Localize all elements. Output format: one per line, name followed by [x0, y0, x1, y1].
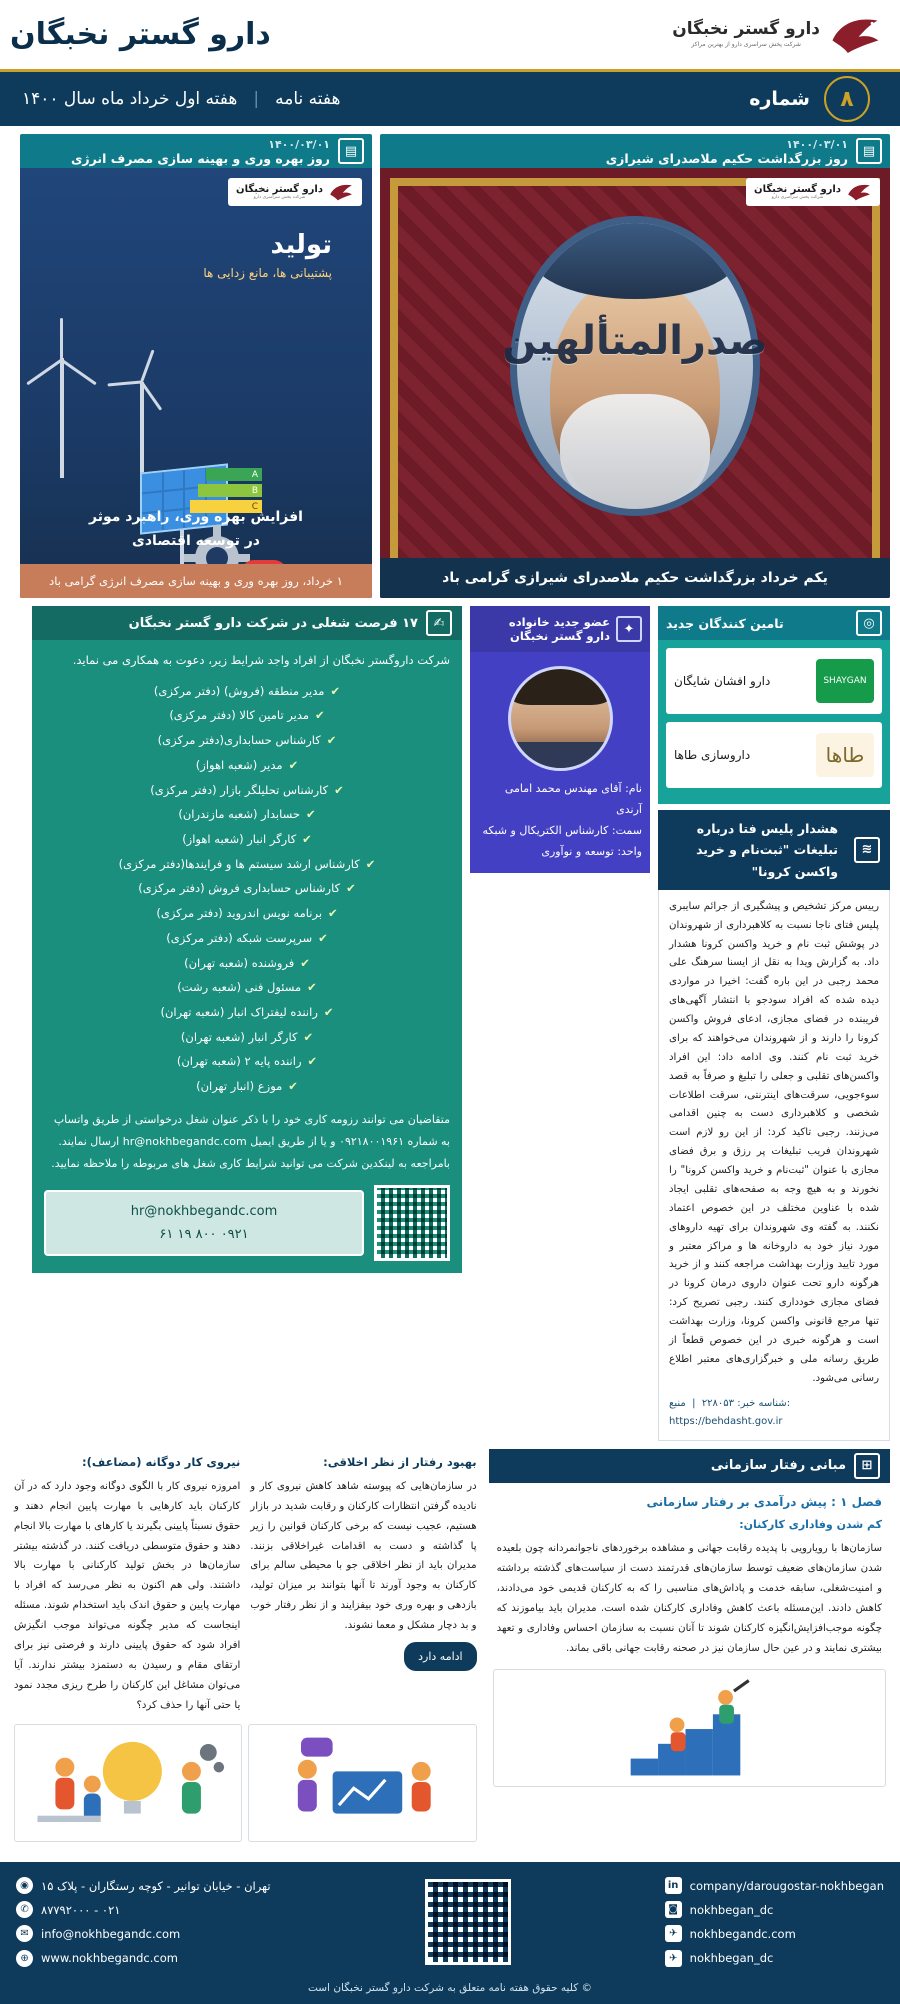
check-icon: ✔ [288, 757, 299, 772]
instagram-icon: ◙ [665, 1901, 682, 1918]
member-role-label: سمت: [611, 823, 642, 837]
briefcase-icon: ✍ [426, 610, 452, 636]
org-body-text: سازمان‌ها با رویارویی با پدیده رقابت جهانی و مشاهده برخوردهای ناجوانمردانه چون بلعیده شدن سازمان‌های ضعیف توسط سازمان‌های قدرتمند دست از سیاست‌های گذشته برداشته و امنیت‌شغلی، سابقه خدمت و پاداش‌های مناسبی را که به کارکنان قدیمی خود می‌دادند، کاهش دادند. این‌مسئله باعث کاهش وفاداری کارکنان شده است. مدیران باید بیاموزند که چگونه موجب‌افزایش‌انگیزه کارکنان شوند تا آنان نسبت به سازمان احساس وفاداری و تعهد بیشتری نمایند و در عین حال سازمان نیز در صحنه رقابت جهانی باقی بماند. [496, 1543, 882, 1654]
list-item[interactable] [44, 802, 450, 827]
org-illustration-row [489, 1669, 890, 1793]
calendar-icon: ▤ [856, 138, 882, 164]
social-item-telegram[interactable] [665, 1946, 884, 1970]
member-name-value: آقای مهندس محمد امامی آرندی [504, 782, 642, 816]
mini-logo-title: دارو گستر نخبگان [236, 184, 323, 195]
ethics-heading: بهبود رفتار از نظر اخلاقی: [323, 1454, 477, 1469]
family-body [470, 652, 650, 873]
job-title: کارگر انبار (شعبه اهواز) [182, 832, 297, 846]
poster-card-energy [20, 134, 372, 598]
ethics-column [250, 1451, 476, 1716]
poster-caption-line2: در توسعه اقتصادی [132, 533, 260, 550]
telegram-icon: ✈ [665, 1950, 682, 1967]
avatar [508, 666, 613, 771]
check-icon: ✔ [305, 807, 316, 822]
dualwork-text: امروزه نیروی کار با الگوی دوگانه وجود دارد که در آن کارکنان باید کارهایی با مهارت پایین انجام دهند و حقوق نسبتاً پایینی بگیرند یا کارهای با مهارت بالا انجام دهند و حقوق متوسطی دریافت کنند. در گذشته بیشتر سازمان‌ها در بخش تولید کارکنانی با مهارت بالا داشتند. ولی هم اکنون به نظر می‌رسد که افراد با مهارت پایین و حقوق اندک باید استخدام شوند. مسئله اینجاست که مدیر چگونه می‌تواند موجب انگیزش افراد شود که حقوق پایینی دارند و فرصتی نیز برای ارتقای مقام و رسیدن به دستمزد بیشتر ندارند. آیا می‌توان مشاغل این کارکنان را طرح ریزی مجدد نمود یا حتی آنها را حذف کرد؟ [13, 1480, 241, 1711]
articles-row [0, 1441, 900, 1856]
list-item[interactable] [44, 728, 450, 753]
check-icon: ✔ [330, 683, 341, 698]
poster-big-mini-logo [746, 178, 880, 206]
poster-big-date: ۱۴۰۰/۰۳/۰۱ [786, 138, 848, 151]
job-title: کارشناس حسابداری(دفتر مرکزی) [157, 733, 321, 748]
copyright: © کلیه حقوق هفته نامه متعلق به شرکت دارو گستر نخبگان است [0, 1982, 900, 2004]
poster-small-caption [20, 506, 372, 554]
footer-qr-code[interactable] [425, 1879, 511, 1965]
list-item[interactable] [44, 778, 450, 803]
taha-logo-icon [816, 733, 874, 777]
social-item-telegram-site[interactable] [665, 1922, 884, 1946]
list-item[interactable] [44, 753, 450, 778]
check-icon: ✔ [302, 832, 312, 846]
logo-text-secondary: شرکت پخش سراسری دارو از بهترین مراکز [691, 41, 801, 49]
check-icon: ✔ [307, 1054, 318, 1069]
email-icon: ✉ [16, 1925, 33, 1942]
job-title: کارگر انبار (شعبه تهران) [180, 1029, 298, 1044]
issue-number-badge: ۸ [824, 76, 870, 122]
contact-label: ۰۲۱ - ۸۷۷۹۲۰۰۰ [41, 1902, 121, 1917]
family-info [478, 779, 642, 863]
phone-icon: ✆ [16, 1901, 33, 1918]
jobs-list [44, 679, 450, 1099]
job-title: مدیر (شعبه اهواز) [195, 757, 283, 772]
check-icon: ✔ [326, 733, 337, 748]
contact-phone[interactable] [16, 1898, 271, 1922]
family-column [470, 606, 650, 873]
family-header-line2: دارو گستر نخبگان [510, 629, 610, 643]
org-behavior-header [489, 1449, 890, 1483]
dual-work-card [10, 1449, 481, 1848]
location-icon: ◉ [16, 1877, 33, 1894]
content-row [0, 598, 900, 1441]
police-news-text: رییس مرکز تشخیص و پیشگیری از جرائم سایبری پلیس فتای ناجا نسبت به کلاهبرداری از شهروندان در پوشش ثبت نام و خرید واکسن کرونا هشدار داد. به گزارش ویدا به نقل از ایسنا سرهنگ علی محمد رجبی در این باره گفت: اخیرا در مواردی دیده شده که افراد سودجو با انتشار آگهی‌های فریبنده در فضای مجازی، ادعای فروش واکسن کرونا را دارند و از شهروندان می‌خواهند که برای خرید ثبت نام کنند. وی ادامه داد: این افراد واکسن‌های تقلبی و جعلی را تبلیغ و صرفاً به قصد سوءجویی، سرقت‌های اینترنتی، سرقت اطلاعات شخصی و کلاهبرداری دست به چنین اقدامی می‌زنند. رجبی تاکید کرد: از این رو لازم است شهروندان فریب تبلیغات پر رزق و برق فضای مجازی با عنوان "ثبت‌نام و خرید واکسن کرونا" را نخورند و به هیچ وجه به صفحه‌های تقلبی ایجاد شده با عناوین مختلف در این خصوص اعتماد نکنند. به گفته وی شهروندان برای تهیه داروهای مورد نیاز خود به داروخانه ها و مراکز معتبر و مورد تایید وزارت بهداشت مراجعه کنند و از خرید هرگونه دارو تحت عنوان داروی درمان کرونا در فضای مجازی خودداری کنند. رجبی تصریح کرد: تنها مرجع قانونی واکسن کرونا، وزارت بهداشت است و هرگونه خبری در این خصوص قطعاً از طریق رسانه ملی و خبرگزاری‌های معتبر اطلاع رسانی می‌شود. [669, 900, 879, 1384]
job-title: راننده پایه ۲ (شعبه تهران) [176, 1054, 302, 1069]
social-item-instagram[interactable] [665, 1898, 884, 1922]
telegram-icon: ✈ [665, 1925, 682, 1942]
list-item[interactable] [44, 876, 450, 901]
poster-small-strip: ۱ خرداد، روز بهره وری و بهینه سازی مصرف انرژی گرامی باد [20, 564, 372, 598]
job-title: مدیر تامین کالا (دفتر مرکزی) [169, 708, 310, 723]
footer [0, 1862, 900, 1983]
eagle-logo-icon [828, 13, 882, 57]
supplier-name: دارو افشان شایگان [674, 674, 771, 688]
job-title: کارشناس ارشد سیستم ها و فرایندها(دفتر مرکزی) [118, 856, 360, 871]
social-label: nokhbegandc.com [689, 1926, 796, 1941]
check-icon: ✔ [300, 955, 310, 970]
mini-logo-title: دارو گستر نخبگان [754, 184, 841, 195]
energy-grade-chart: A B C [192, 468, 262, 516]
jobs-body [32, 640, 462, 1273]
contact-email[interactable] [16, 1922, 271, 1946]
dual-work-illustration-row [10, 1724, 481, 1848]
police-news-title: هشدار پلیس فتا درباره تبلیغات "ثبت‌نام و خرید واکسن کرونا" [696, 821, 838, 879]
contact-label: info@nokhbegandc.com [41, 1926, 181, 1941]
capsule-icon: ◎ [856, 610, 882, 636]
list-item[interactable] [44, 679, 450, 704]
news-id-value: ۲۲۸۰۵۳ [701, 1397, 735, 1409]
poster-small-title: روز بهره وری و بهینه سازی مصرف انرژی [70, 151, 330, 166]
page-title: دارو گستر نخبگان [10, 17, 271, 52]
org-behavior-body [489, 1483, 890, 1663]
mini-logo-sub: شرکت پخش سراسری دارو [253, 195, 306, 200]
check-icon: ✔ [318, 930, 328, 945]
job-title: کارشناس تحلیلگر بازار (دفتر مرکزی) [150, 782, 329, 797]
org-behavior-title: مبانی رفتار سازمانی [710, 1458, 846, 1473]
news-source-url[interactable]: https://behdasht.gov.ir [669, 1416, 783, 1427]
poster-big-artwork [380, 168, 890, 598]
company-mini-logo-icon: ✦ [616, 616, 642, 642]
contact-label: تهران - خیابان توانیر - کوچه رستگاران - پلاک ۱۵ [41, 1878, 271, 1893]
news-id-label: شناسه خبر: [737, 1397, 787, 1409]
poster-small-artwork [20, 168, 372, 598]
stairs-climb-illustration [493, 1669, 886, 1787]
suppliers-header [658, 606, 890, 640]
masthead [0, 0, 900, 72]
police-news-header [658, 810, 890, 890]
poster-card-mollasadra [380, 134, 890, 598]
dual-work-columns [10, 1449, 481, 1724]
footer-contacts [16, 1874, 271, 1971]
people-chat-illustration [248, 1724, 476, 1842]
jobs-column [32, 606, 462, 1273]
job-title: مدیر منطقه (فروش) (دفتر مرکزی) [153, 683, 325, 698]
job-title: فروشنده (شعبه تهران) [184, 955, 295, 970]
issue-number-label: شماره [749, 88, 810, 110]
social-item-linkedin[interactable] [665, 1874, 884, 1898]
poster-small-header [20, 134, 372, 168]
suppliers-list [658, 640, 890, 804]
job-title: حسابدار (شعبه مازندران) [178, 807, 300, 822]
list-item[interactable] [44, 951, 450, 976]
supplier-item[interactable] [666, 722, 882, 788]
org-chapter-title: فصل ۱ : پیش درآمدی بر رفتار سازمانی [646, 1494, 882, 1509]
family-header [470, 606, 650, 652]
issue-bar [0, 72, 900, 126]
check-icon: ✔ [334, 782, 344, 797]
list-item[interactable] [44, 852, 450, 877]
issue-date: هفته اول خرداد ماه سال ۱۴۰۰ [22, 89, 238, 109]
contact-address [16, 1874, 271, 1898]
contact-website[interactable] [16, 1946, 271, 1970]
job-title: راننده لیفتراک انبار (شعبه تهران) [160, 1005, 318, 1020]
linkedin-icon: in [665, 1877, 682, 1894]
globe-icon: ⊕ [16, 1950, 33, 1967]
jobs-qr-code[interactable] [374, 1185, 450, 1261]
dualwork-heading: نیروی کار دوگانه (مضاعف): [82, 1454, 241, 1469]
list-item[interactable] [44, 703, 450, 728]
member-role-value: کارشناس الکتریکال و شبکه [482, 823, 609, 837]
police-news-meta: شناسه خبر: ۲۲۸۰۵۳ | منبع: https://behdasht.gov.ir [669, 1397, 791, 1427]
list-item[interactable] [44, 1025, 450, 1050]
logo-text-primary: دارو گستر نخبگان [672, 19, 820, 40]
job-title: سرپرست شبکه (دفتر مرکزی) [166, 930, 313, 945]
member-name-label: نام: [625, 782, 642, 795]
company-logo [672, 13, 882, 57]
issue-separator: | [253, 89, 260, 109]
news-source-label: منبع: [669, 1397, 791, 1409]
footer-social [665, 1874, 884, 1971]
poster-small-mini-logo [228, 178, 362, 206]
police-news-body [658, 890, 890, 1441]
ethics-text: در سازمان‌هایی که پیوسته شاهد کاهش نیروی کار و نادیده گرفتن انتظارات کارکنان و رقابت شدید در بازار هستیم، عجیب نیست که برخی کارکنان قوانین را زیر پا گذاشته و دست به اقدامات غیراخلاقی بزنند. مدیران باید از نظر اخلاقی جو با محیطی سالم برای کارکنان به وجود آورند تا آنها بتوانند بر میزان تولید، بازدهی و بهره وری خود بیفزایند و از نظر رفتار خوب و بد دچار مشکل و معما نشوند. [250, 1480, 477, 1632]
poster-big-caption: یکم خرداد بزرگداشت حکیم ملاصدرای شیرازی گرامی باد [380, 558, 890, 598]
contact-label: www.nokhbegandc.com [41, 1951, 178, 1966]
job-title: برنامه نویس اندروید (دفتر مرکزی) [156, 906, 323, 921]
list-item[interactable] [44, 1000, 450, 1025]
list-item[interactable] [44, 975, 450, 1000]
continue-button[interactable]: ادامه دارد [404, 1642, 476, 1671]
team-lightbulb-illustration [14, 1724, 242, 1842]
check-icon: ✔ [323, 1005, 334, 1020]
poster-big-title: روز بزرگداشت حکیم ملاصدرای شیرازی [605, 151, 848, 166]
jobs-contact-band [44, 1185, 450, 1261]
mini-logo-sub: شرکت پخش سراسری دارو [771, 195, 824, 200]
check-icon: ✔ [346, 881, 356, 896]
scholar-portrait [510, 216, 760, 516]
org-subtitle: کم شدن وفاداری کارکنان: [739, 1517, 882, 1531]
social-label: company/darougostar-nokhbegan [689, 1878, 884, 1893]
supplier-item[interactable] [666, 648, 882, 714]
poster-big-header [380, 134, 890, 168]
jobs-note: متقاضیان می توانند رزومه کاری خود را با ذکر عنوان شغل درخواستی از طریق واتساپ به شماره ۰۹۲۱۸۰۰۱۹۶۱ و یا از طریق ایمیل hr@nokhbegandc.com ارسال نمایند. بامراجعه به لینکدین شرکت می توانید شرایط کاری شغل های مربوطه را ملاحظه نمایید. [51, 1112, 450, 1170]
check-icon: ✔ [365, 856, 376, 871]
poster-small-slogan [203, 230, 332, 280]
list-item[interactable] [44, 901, 450, 926]
check-icon: ✔ [307, 980, 317, 995]
slogan-sub: پشتیبانی ها، مانع زدایی ها [203, 266, 332, 280]
check-icon: ✔ [288, 1079, 298, 1094]
social-label: nokhbegan_dc [689, 1902, 774, 1917]
rss-icon: ≋ [854, 837, 880, 863]
jobs-contact-email[interactable]: hr@nokhbegandc.com [130, 1203, 278, 1219]
social-label: nokhbegan_dc [689, 1951, 774, 1966]
member-unit-value: توسعه و نوآوری [541, 844, 614, 858]
suppliers-title: تامین کنندگان جدید [666, 615, 784, 631]
member-unit-label: واحد: [617, 844, 642, 858]
job-title: موزع (انبار تهران) [196, 1079, 283, 1094]
family-header-line1: عضو جدید خانواده [508, 615, 610, 629]
list-item[interactable] [44, 926, 450, 951]
dualwork-column [14, 1451, 240, 1716]
list-item[interactable] [44, 1049, 450, 1074]
org-chart-icon: ⊞ [854, 1453, 880, 1479]
slogan-main: تولید [270, 230, 332, 260]
check-icon: ✔ [303, 1029, 314, 1044]
list-item[interactable] [44, 827, 450, 852]
jobs-contact-phone[interactable]: ۰۹۲۱ ۸۰۰ ۱۹ ۶۱ [159, 1226, 249, 1242]
shaygan-logo-text: SHAYGAN [823, 676, 867, 686]
shaygan-logo-icon [816, 659, 874, 703]
posters-row [0, 126, 900, 598]
poster-small-date: ۱۴۰۰/۰۳/۰۱ [268, 138, 330, 151]
poster-big-calligraphy: صدرالمتألهین [502, 318, 768, 364]
job-title: کارشناس حسابداری فروش (دفتر مرکزی) [138, 881, 341, 896]
org-behavior-card [489, 1449, 890, 1793]
newsletter-label: هفته نامه [275, 89, 341, 109]
jobs-contact-box [44, 1190, 364, 1257]
supplier-name: داروسازی طاها [674, 748, 751, 762]
check-icon: ✔ [328, 906, 338, 921]
calendar-icon: ▤ [338, 138, 364, 164]
job-title: مسئول فنی (شعبه رشت) [177, 980, 302, 995]
right-column [658, 606, 890, 1441]
list-item[interactable] [44, 1074, 450, 1099]
poster-caption-line1: افزایش بهره وری، راهبرد موثر [89, 509, 303, 526]
check-icon: ✔ [315, 708, 325, 723]
jobs-header [32, 606, 462, 640]
jobs-title: ۱۷ فرصت شغلی در شرکت دارو گستر نخبگان [128, 615, 418, 631]
jobs-intro: شرکت داروگستر نخبگان از افراد واجد شرایط زیر، دعوت به همکاری می نماید. [72, 653, 450, 667]
taha-logo-text: طاها [825, 743, 865, 767]
